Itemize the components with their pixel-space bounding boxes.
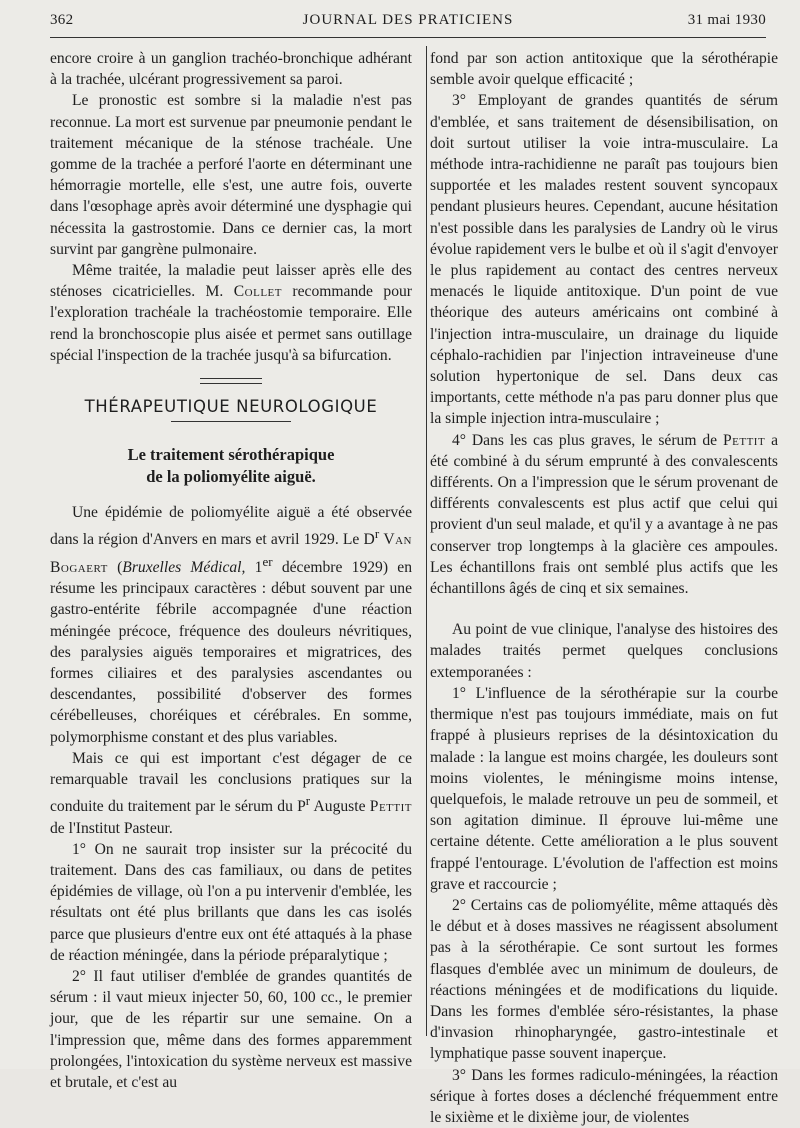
paragraph: 1° On ne saurait trop insister sur la précocité du traitement. Dans des cas familiaux, ou dans de petites épidémies de village, où l'on a pu intervenir d'emblée, les résultats ont été plus brillants que dans les cas isolés parce que plusieurs d'entre eux ont été attaqués à la phase de réaction méningée, dans la période préparalytique ; xyxy=(50,840,412,964)
paragraph: Une épidémie de poliomyélite aiguë a été observée dans la région d'Anvers en mars et avril 1929. Le $D^r$ Van Bogaert (Bruxelles Médical, 1er décembre 1929) en résume les principaux caractères : début souvent par une gastro-entérite fébrile accompagnée d'une réaction méningée précoce, fréquence des douleurs névritiques, des paralysies aiguës temporaires et migratrices, des formes ciliaires et des paralysies ascendantes ou descendantes, possibilité d'observer des formes cérébelleuses, choréiques et cérébrales. En somme, polymorphisme constant et des plus variables. xyxy=(50,504,412,746)
paragraph: Au point de vue clinique, l'analyse des histoires des malades traités permet quelques conclusions extemporanées : xyxy=(430,621,778,681)
article-title: Le traitement sérothérapique de la poliomyélite aiguë. xyxy=(127,445,335,487)
header-rule xyxy=(50,37,766,38)
author-name: Collet xyxy=(233,283,282,301)
right-column xyxy=(430,48,778,1128)
author-name: Pettit xyxy=(369,798,412,816)
page-number: 362 xyxy=(50,12,74,28)
section-divider xyxy=(200,378,262,384)
paragraph: 3° Dans les formes radiculo-méningées, la réaction sérique à fortes doses a déclenché fréquemment entre le sixième et le dixième jour, de violentes xyxy=(430,1066,778,1126)
issue-date: 31 mai 1930 xyxy=(687,12,766,28)
journal-reference: Bruxelles Médical, xyxy=(122,559,246,577)
paragraph: 4° Dans les cas plus graves, le sérum de Pettit a été combiné à du sérum emprunté à des convalescents différents. On a l'impression que le sérum provenant de différents convalescents est plus actif que celui qui provient d'un seul malade, et qu'il y a avantage à ne pas conserver trop longtemps à la glacière ces ampoules. Les échantillons frais ont semblé plus actifs que les échantillons âgés de cinq et six semaines. xyxy=(430,431,778,598)
paragraph: fond par son action antitoxique que la sérothérapie semble avoir quelque efficacité ; xyxy=(430,50,778,89)
left-column xyxy=(50,48,412,1093)
author-name: Pettit xyxy=(722,431,766,449)
paragraph: encore croire à un ganglion trachéo-bronchique adhérant à la trachée, ulcérant progressivement sa paroi. xyxy=(50,50,412,89)
paragraph: Mais ce qui est important c'est dégager de ce remarquable travail les conclusions pratiques sur la conduite du traitement par le sérum du $P^r$ Auguste Pettit de l'Institut Pasteur. xyxy=(50,749,412,837)
paragraph: 3° Employant de grandes quantités de sérum d'emblée, et sans traitement de désensibilisation, on doit surtout utiliser la voie intra-musculaire. La méthode intra-rachidienne ne paraît pas toujours bien supportée et les malades restent souvent syncopaux pendant plusieurs heures. Cependant, aucune hésitation n'est possible dans les paralysies de Landry où le virus évolue rapidement vers le bulbe et où il s'agit d'envoyer le plus rapidement au contact des centres nerveux menacés le liquide antitoxique. D'un point de vue théorique des auteurs américains ont combiné à l'injection intra-musculaire, un drainage du liquide céphalo-rachidien par l'injection intraveineuse d'une solution hypertonique de sel. Dans deux cas importants, cette méthode n'a pas paru donner plus que la simple injection intra-musculaire ; xyxy=(430,92,778,428)
section-title-rule xyxy=(171,421,291,422)
paragraph: 2° Il faut utiliser d'emblée de grandes quantités de sérum : il vaut mieux injecter 50, 60, 100 cc., le premier jour, que de les répartir sur une semaine. On a l'impression que, même dans des formes apparemment prolongées, l'intoxication du système nerveux est massive et brutale, et c'est au xyxy=(50,968,412,1092)
paragraph: 1° L'influence de la sérothérapie sur la courbe thermique n'est pas toujours immédiate, mais on fut frappé à plusieurs reprises de la désintoxication du malade : la langue est moins chargée, les douleurs sont moins violentes, le méningisme moins intense, quelquefois, le malade retrouve un peu de sommeil, et son agitation diminue. Il éprouve lui-même une certaine détente. Cette amélioration a le plus souvent frappé l'entourage. L'évolution de l'affection est moins grave et raccourcie ; xyxy=(430,684,778,893)
column-separator xyxy=(426,46,427,1036)
paragraph: 2° Certains cas de poliomyélite, même attaqués dès le début et à doses massives ne réagissent absolument pas à la sérothérapie. Ce sont surtout les formes flasques d'emblée avec un minimum de douleurs, de réactions méningées et de modifications du liquide. Dans les formes d'emblée séro-résistantes, la phase d'invasion rhinopharyngée, gastro-intestinale et lymphatique passe souvent inaperçue. xyxy=(430,896,778,1063)
journal-title: JOURNAL DES PRATICIENS xyxy=(302,12,514,28)
author-name: Van Bogaert xyxy=(50,531,412,577)
paragraph: Le pronostic est sombre si la maladie n'est pas reconnue. La mort est survenue par pneumonie pendant le traitement mécanique de la sténose trachéale. Une gomme de la trachée a perforé l'aorte en déterminant une hémorragie mortelle, elle s'est, une autre fois, ouverte dans l'œsophage après avoir déterminé une dysphagie qui nécessita la gastrostomie. Dans ce dernier cas, la mort survint par gangrène pulmonaire. xyxy=(50,92,412,258)
page-header xyxy=(50,12,766,36)
section-title: THÉRAPEUTIQUE NEUROLOGIQUE xyxy=(84,397,378,417)
paragraph: Même traitée, la maladie peut laisser après elle des sténoses cicatricielles. M. Collet recommande pour l'exploration trachéale la trachéostomie temporaire. Elle rend la bronchoscopie plus aisée et permet sans outillage spécial l'inspection de la trachée jusqu'à sa bifurcation. xyxy=(50,262,412,364)
paragraph-gap xyxy=(430,599,778,619)
